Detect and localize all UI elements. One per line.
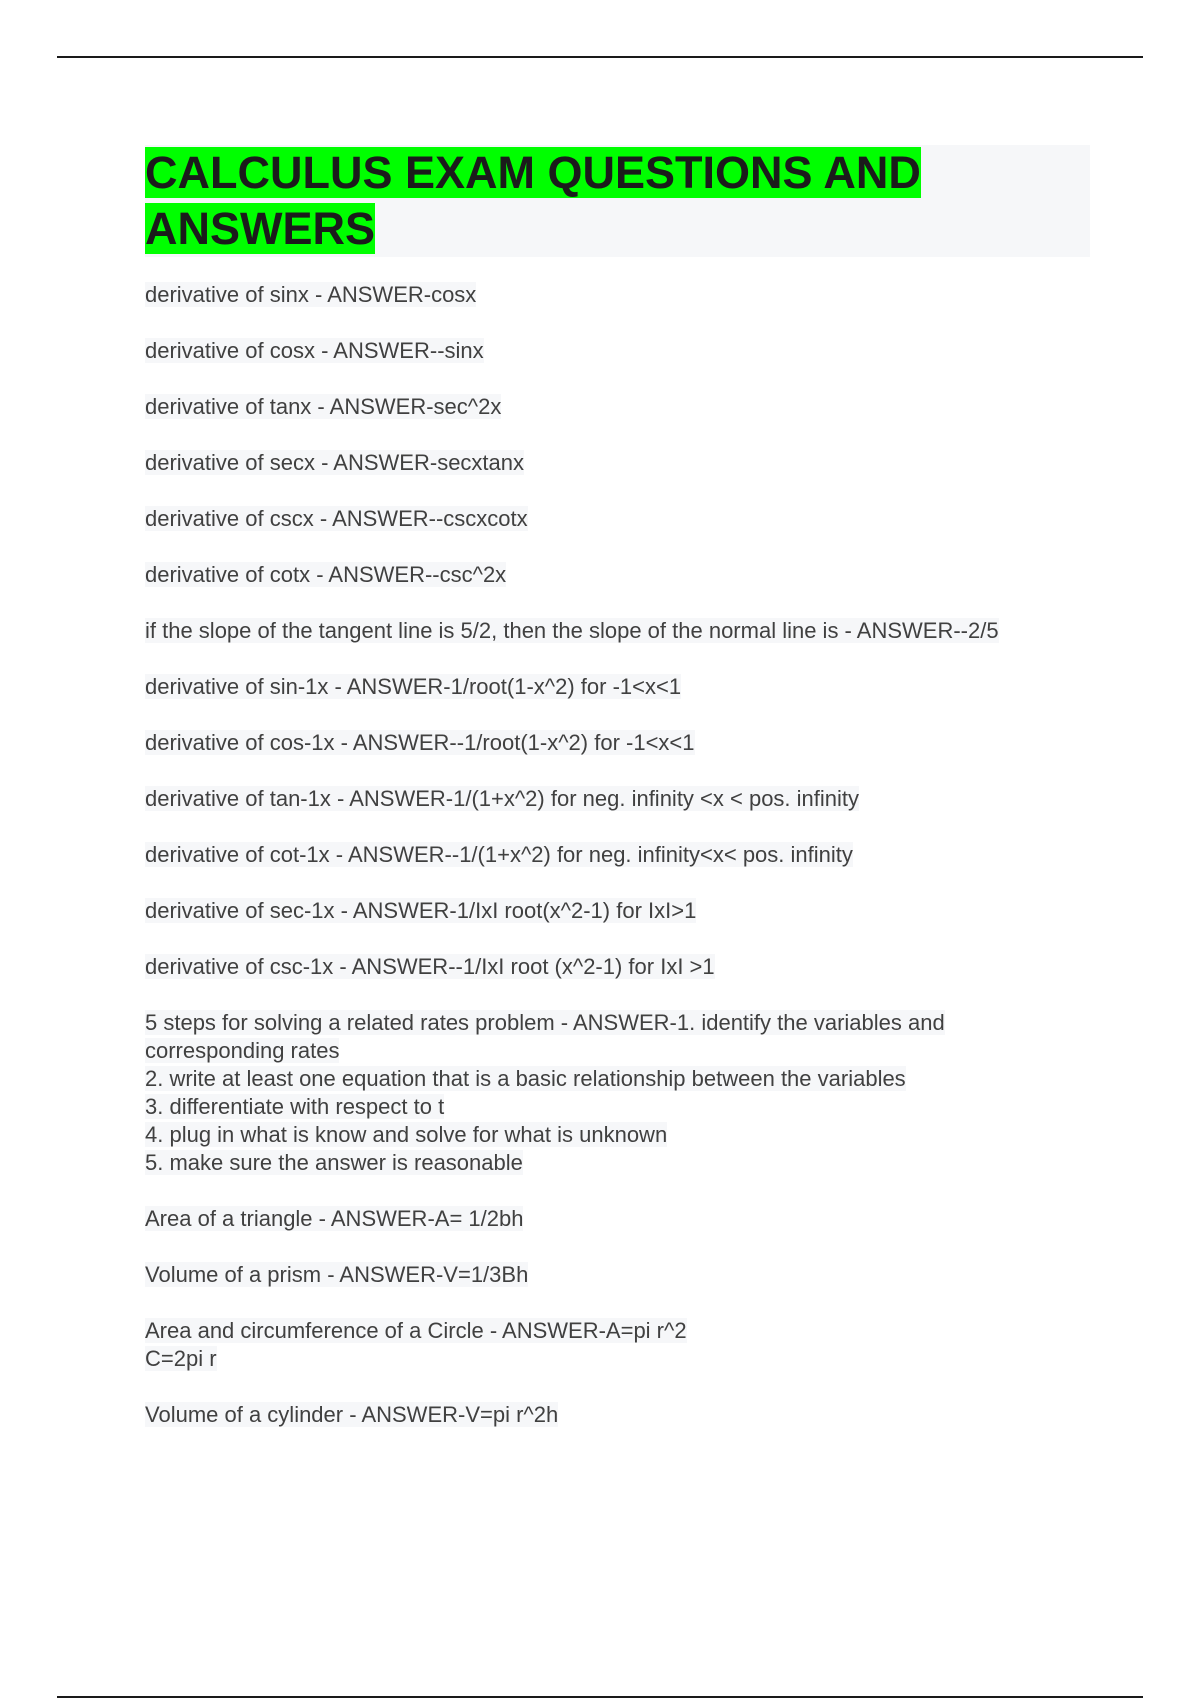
qa-item-text: Area and circumference of a Circle - ANSWER-A=pi r^2 C=2pi r: [145, 1318, 687, 1371]
qa-item: [145, 785, 1090, 813]
qa-item: [145, 449, 1090, 477]
qa-item-text: Area of a triangle - ANSWER-A= 1/2bh: [145, 1206, 524, 1231]
qa-item-text: derivative of sinx - ANSWER-cosx: [145, 282, 477, 307]
qa-item-text: Volume of a prism - ANSWER-V=1/3Bh: [145, 1262, 529, 1287]
qa-item-text: if the slope of the tangent line is 5/2, then the slope of the normal line is - ANSWER--2/5: [145, 618, 999, 643]
qa-item-text: derivative of cosx - ANSWER--sinx: [145, 338, 484, 363]
document-title-text: CALCULUS EXAM QUESTIONS AND ANSWERS: [145, 147, 921, 254]
qa-item: [145, 729, 1090, 757]
qa-item: [145, 1261, 1090, 1289]
qa-item-text: derivative of tan-1x - ANSWER-1/(1+x^2) for neg. infinity <x < pos. infinity: [145, 786, 860, 811]
qa-item-text: derivative of sin-1x - ANSWER-1/root(1-x^2) for -1<x<1: [145, 674, 682, 699]
qa-item-text: derivative of cotx - ANSWER--csc^2x: [145, 562, 507, 587]
qa-item: [145, 505, 1090, 533]
qa-item: [145, 617, 1090, 645]
qa-item-text: derivative of cot-1x - ANSWER--1/(1+x^2) for neg. infinity<x< pos. infinity: [145, 842, 853, 867]
qa-item-text: derivative of csc-1x - ANSWER--1/IxI root (x^2-1) for IxI >1: [145, 954, 715, 979]
qa-item: [145, 1205, 1090, 1233]
document-title: [145, 145, 1090, 257]
qa-item-text: derivative of secx - ANSWER-secxtanx: [145, 450, 525, 475]
qa-item-text: derivative of sec-1x - ANSWER-1/IxI root(x^2-1) for IxI>1: [145, 898, 697, 923]
qa-item-text: derivative of tanx - ANSWER-sec^2x: [145, 394, 502, 419]
footer-rule: [57, 1696, 1143, 1698]
qa-item: [145, 841, 1090, 869]
qa-list: [145, 281, 1090, 1429]
qa-item: [145, 561, 1090, 589]
qa-item-text: Volume of a cylinder - ANSWER-V=pi r^2h: [145, 1402, 559, 1427]
qa-item: [145, 673, 1090, 701]
qa-item: [145, 1009, 1090, 1177]
title-block: [145, 145, 1090, 257]
document-body: [145, 145, 1090, 1457]
qa-item-text: 5 steps for solving a related rates problem - ANSWER-1. identify the variables and corresponding rates 2. write at least one equation that is a basic relationship between the variables 3. differentiate with respect to t 4. plug in what is know and solve for what is unknown 5. make sure the answer is reasonable: [145, 1010, 945, 1175]
qa-item: [145, 337, 1090, 365]
qa-item: [145, 393, 1090, 421]
header-rule: [57, 56, 1143, 58]
qa-item: [145, 1317, 1090, 1373]
qa-item: [145, 897, 1090, 925]
qa-item: [145, 953, 1090, 981]
qa-item: [145, 1401, 1090, 1429]
qa-item-text: derivative of cscx - ANSWER--cscxcotx: [145, 506, 528, 531]
qa-item-text: derivative of cos-1x - ANSWER--1/root(1-x^2) for -1<x<1: [145, 730, 695, 755]
qa-item: [145, 281, 1090, 309]
